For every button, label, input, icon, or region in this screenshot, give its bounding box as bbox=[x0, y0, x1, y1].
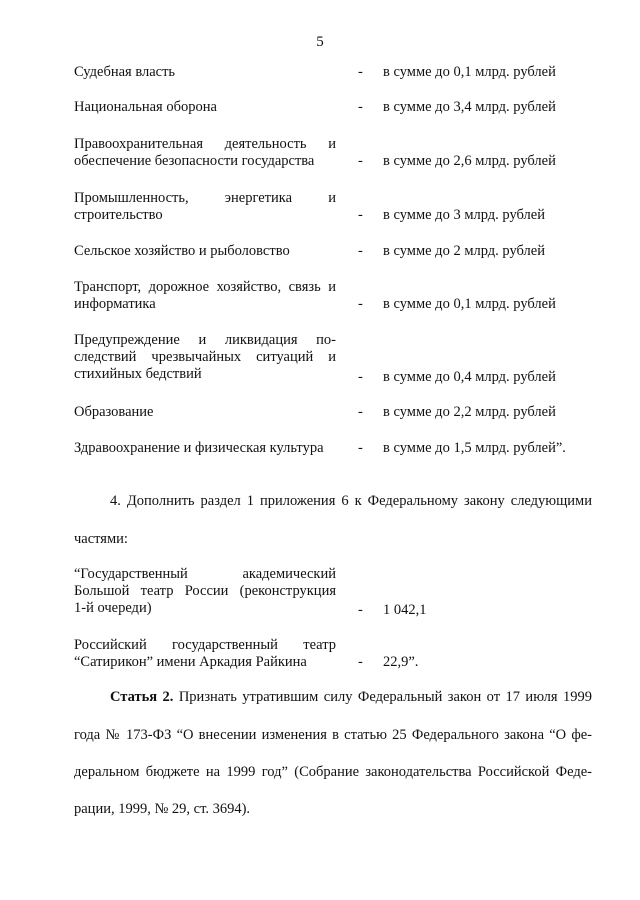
theatre-label bbox=[74, 637, 336, 671]
article-text: Признать утратившим силу Федеральный закон от 17 июля 1999 bbox=[173, 689, 593, 705]
label-line: строительство bbox=[74, 207, 163, 223]
budget-item-amount: в сумме до 2,6 млрд. рублей bbox=[383, 153, 556, 169]
article-2-line: рации, 1999, № 29, ст. 3694). bbox=[74, 801, 251, 817]
label-line: “Государственный академический bbox=[74, 566, 336, 582]
budget-item-label bbox=[74, 136, 336, 170]
budget-item-dash: - bbox=[358, 404, 363, 420]
label-line: Предупреждение и ликвидация по- bbox=[74, 332, 336, 348]
article-heading: Статья 2. bbox=[110, 689, 174, 705]
label-line: Большой театр России (реконструкция bbox=[74, 583, 336, 599]
label-line: 1-й очереди) bbox=[74, 600, 152, 616]
budget-item-label: Здравоохранение и физическая культура bbox=[74, 440, 324, 456]
budget-item-label bbox=[74, 332, 336, 383]
theatre-label bbox=[74, 566, 336, 617]
budget-item-amount: в сумме до 2,2 млрд. рублей bbox=[383, 404, 556, 420]
section-4-continuation: частями: bbox=[74, 531, 128, 547]
budget-item-dash: - bbox=[358, 296, 363, 312]
budget-item-dash: - bbox=[358, 99, 363, 115]
theatre-amount: 1 042,1 bbox=[383, 602, 427, 618]
budget-item-dash: - bbox=[358, 153, 363, 169]
label-line: Промышленность, энергетика и bbox=[74, 190, 336, 206]
budget-item-amount: в сумме до 2 млрд. рублей bbox=[383, 243, 545, 259]
theatre-amount: 22,9”. bbox=[383, 654, 419, 670]
label-line: обеспечение безопасности государства bbox=[74, 153, 315, 169]
label-line: следствий чрезвычайных ситуаций и bbox=[74, 349, 336, 365]
budget-item-dash: - bbox=[358, 440, 363, 456]
budget-item-amount: в сумме до 0,1 млрд. рублей bbox=[383, 296, 556, 312]
budget-item-dash: - bbox=[358, 64, 363, 80]
budget-item-amount: в сумме до 1,5 млрд. рублей”. bbox=[383, 440, 566, 456]
budget-item-label bbox=[74, 190, 336, 224]
budget-item-dash: - bbox=[358, 207, 363, 223]
article-2-line: деральном бюджете на 1999 год” (Собрание законодательства Российской Феде- bbox=[74, 764, 592, 780]
budget-item-dash: - bbox=[358, 243, 363, 259]
budget-item-amount: в сумме до 0,4 млрд. рублей bbox=[383, 369, 556, 385]
budget-item-label: Судебная власть bbox=[74, 64, 176, 80]
budget-item-label: Национальная оборона bbox=[74, 99, 217, 115]
label-line: “Сатирикон” имени Аркадия Райкина bbox=[74, 654, 307, 670]
label-line: Транспорт, дорожное хозяйство, связь и bbox=[74, 279, 336, 295]
budget-item-amount: в сумме до 3 млрд. рублей bbox=[383, 207, 545, 223]
article-2-line: года № 173-ФЗ “О внесении изменения в статью 25 Федерального закона “О фе- bbox=[74, 727, 592, 743]
label-line: Российский государственный театр bbox=[74, 637, 336, 653]
budget-item-label: Сельское хозяйство и рыболовство bbox=[74, 243, 290, 259]
budget-item-label: Образование bbox=[74, 404, 154, 420]
label-line: стихийных бедствий bbox=[74, 366, 202, 382]
theatre-dash: - bbox=[358, 602, 363, 618]
theatre-dash: - bbox=[358, 654, 363, 670]
label-line: информатика bbox=[74, 296, 156, 312]
budget-item-dash: - bbox=[358, 369, 363, 385]
section-4-text: 4. Дополнить раздел 1 приложения 6 к Федеральному закону следующими bbox=[110, 493, 592, 509]
page-number: 5 bbox=[316, 34, 324, 50]
budget-item-amount: в сумме до 3,4 млрд. рублей bbox=[383, 99, 556, 115]
budget-item-amount: в сумме до 0,1 млрд. рублей bbox=[383, 64, 556, 80]
label-line: Правоохранительная деятельность и bbox=[74, 136, 336, 152]
article-2-line bbox=[110, 689, 592, 706]
budget-item-label bbox=[74, 279, 336, 313]
